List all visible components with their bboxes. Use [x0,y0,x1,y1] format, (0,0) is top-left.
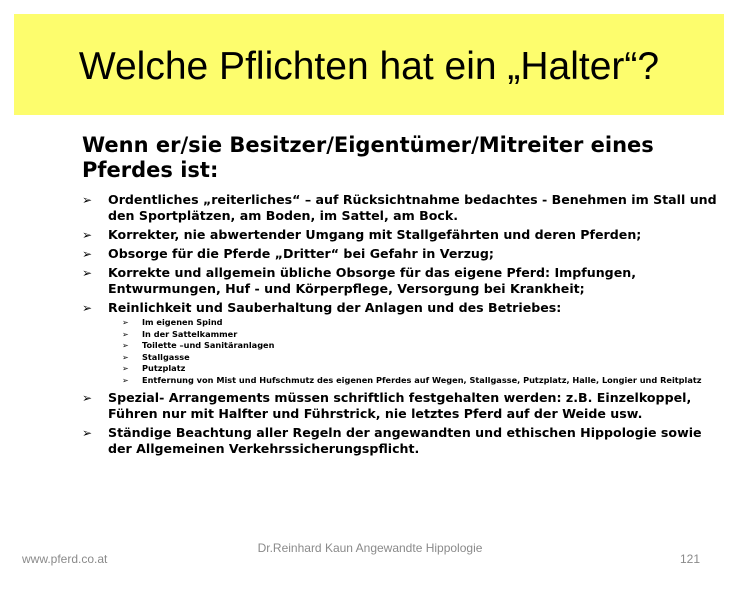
bullet-item [80,246,720,262]
arrow-bullet-icon: ➢ [82,425,93,440]
arrow-bullet-icon: ➢ [122,329,129,339]
footer-website: www.pferd.co.at [22,552,108,566]
arrow-bullet-icon: ➢ [122,341,129,351]
arrow-bullet-icon: ➢ [82,390,93,405]
footer-author: Dr.Reinhard Kaun Angewandte Hippologie [257,541,483,555]
sub-bullet-text: In der Sattelkammer [142,328,238,339]
arrow-bullet-icon: ➢ [82,247,93,261]
sub-bullet-item [122,352,720,364]
bullet-list [80,192,720,460]
bullet-item [80,390,720,422]
sub-bullet-text: Toilette –und Sanitäranlagen [142,340,275,351]
arrow-bullet-icon: ➢ [122,364,129,374]
sub-bullet-item [122,340,720,352]
bullet-item [80,265,720,297]
arrow-bullet-icon: ➢ [122,318,129,327]
bullet-text: Reinlichkeit und Sauberhaltung der Anlagen und des Betriebes: [108,300,562,315]
sub-bullet-item [122,317,720,329]
bullet-text: Korrekte und allgemein übliche Obsorge für das eigene Pferd: Impfungen, Entwurmungen, Huf - und Körperpflege, Versorgung bei Krankheit; [108,265,636,296]
sub-bullet-text: Entfernung von Mist und Hufschmutz des eigenen Pferdes auf Wegen, Stallgasse, Putzplatz, Halle, Longier und Reitplatz [142,374,702,385]
bullet-item [80,227,720,243]
bullet-item [80,192,720,224]
slide-title: Welche Pflichten hat ein „Halter“? [78,45,660,88]
arrow-bullet-icon: ➢ [122,352,129,362]
arrow-bullet-icon: ➢ [82,193,93,207]
arrow-bullet-icon: ➢ [82,301,93,315]
sub-bullet-item [122,329,720,341]
arrow-bullet-icon: ➢ [122,375,129,385]
bullet-text: Korrekter, nie abwertender Umgang mit Stallgefährten und deren Pferden; [108,227,642,242]
bullet-item [80,300,720,387]
sub-bullet-list [108,317,720,387]
sub-bullet-text: Im eigenen Spind [142,317,223,327]
sub-bullet-text: Putzplatz [142,363,186,374]
bullet-text: Ordentliches „reiterliches“ – auf Rücksichtnahme bedachtes - Benehmen im Stall und den Sportplätzen, am Boden, im Sattel, am Bock. [108,192,717,223]
page-number: 121 [680,552,701,566]
title-banner [14,14,724,115]
bullet-text: Ständige Beachtung aller Regeln der angewandten und ethischen Hippologie sowie der Allgemeinen Verkehrssicherungspflicht. [108,424,702,456]
arrow-bullet-icon: ➢ [82,266,93,280]
bullet-item [80,425,720,457]
bullet-text: Spezial- Arrangements müssen schriftlich festgehalten werden: z.B. Einzelkoppel, Führen nur mit Halfter und Führstrick, nie letztes Pferd auf der Weide usw. [108,389,692,421]
sub-bullet-item [122,375,720,387]
bullet-text: Obsorge für die Pferde „Dritter“ bei Gefahr in Verzug; [108,246,494,261]
arrow-bullet-icon: ➢ [82,228,93,242]
section-heading: Wenn er/sie Besitzer/Eigentümer/Mitreiter eines Pferdes ist: [82,133,654,182]
sub-bullet-item [122,363,720,375]
sub-bullet-text: Stallgasse [142,351,190,362]
